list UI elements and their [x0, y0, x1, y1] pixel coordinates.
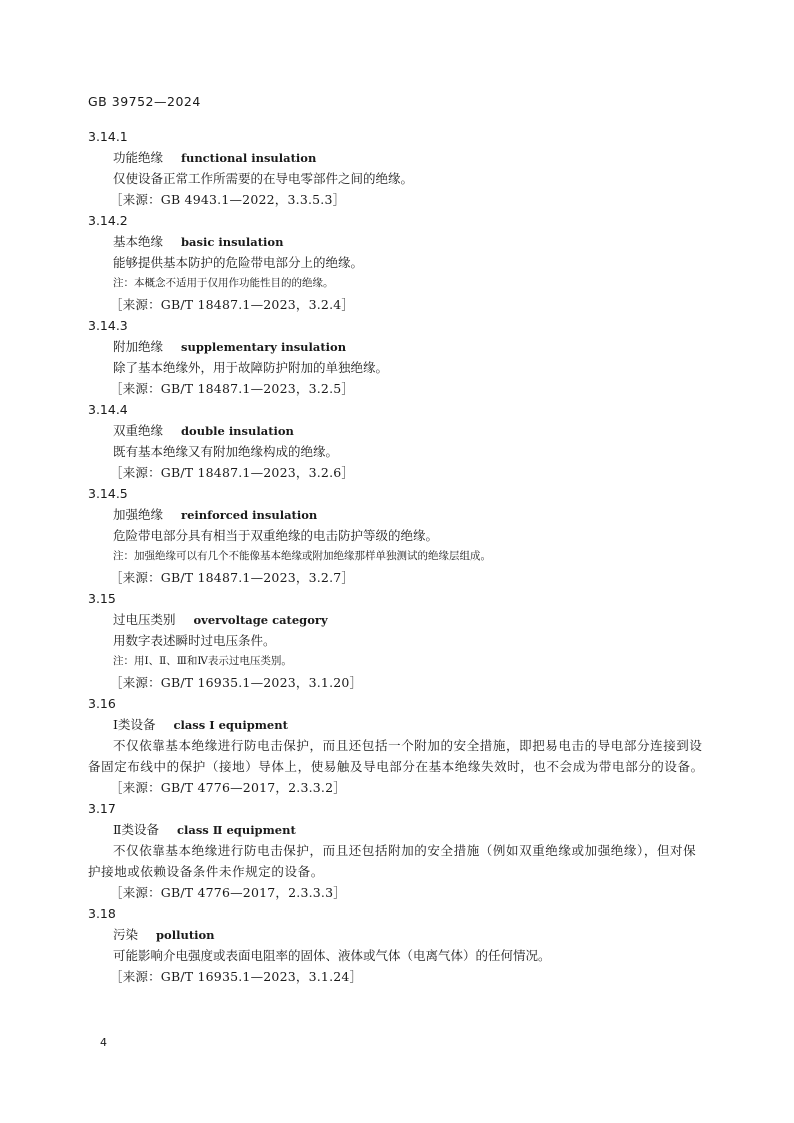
term-chinese: Ⅰ类设备	[113, 717, 156, 732]
definition: 不仅依靠基本绝缘进行防电击保护，而且还包括一个附加的安全措施，即把易电击的导电部分连接到设备固定布线中的保护（接地）导体上，使易触及导电部分在基本绝缘失效时，也不会成为带电部分的设备。	[88, 738, 704, 774]
definition: 不仅依靠基本绝缘进行防电击保护，而且还包括附加的安全措施（例如双重绝缘或加强绝缘），但对保护接地或依赖设备条件未作规定的设备。	[88, 843, 697, 879]
document-body	[88, 126, 708, 987]
source-reference: ［来源：GB/T 16935.1—2023，3.1.20］	[110, 675, 363, 690]
term-line	[88, 504, 708, 525]
clause-number: 3.16	[88, 696, 116, 711]
term-english: class Ⅱ equipment	[177, 823, 296, 837]
term-english: pollution	[156, 928, 215, 942]
clause-number: 3.14.5	[88, 486, 128, 501]
clause-number: 3.14.3	[88, 318, 128, 333]
term-line	[88, 336, 708, 357]
page-number: 4	[100, 1036, 107, 1049]
term-chinese: 基本绝缘	[113, 234, 164, 249]
note: 注：本概念不适用于仅用作功能性目的的绝缘。	[113, 277, 334, 289]
definition: 危险带电部分具有相当于双重绝缘的电击防护等级的绝缘。	[113, 528, 439, 543]
clause-number: 3.14.1	[88, 129, 128, 144]
source-reference: ［来源：GB/T 18487.1—2023，3.2.4］	[110, 297, 355, 312]
source-reference: ［来源：GB 4943.1—2022，3.3.5.3］	[110, 192, 346, 207]
document-code: GB 39752—2024	[88, 94, 201, 109]
source-reference: ［来源：GB/T 18487.1—2023，3.2.5］	[110, 381, 355, 396]
definition: 既有基本绝缘又有附加绝缘构成的绝缘。	[113, 444, 339, 459]
term-english: supplementary insulation	[181, 340, 347, 354]
term-chinese: 过电压类别	[113, 612, 176, 627]
term-line	[88, 231, 708, 252]
term-chinese: 附加绝缘	[113, 339, 164, 354]
term-english: basic insulation	[181, 235, 284, 249]
term-english: overvoltage category	[193, 613, 328, 627]
term-chinese: Ⅱ类设备	[113, 822, 159, 837]
term-english: double insulation	[181, 424, 294, 438]
note: 注：用Ⅰ、Ⅱ、Ⅲ和Ⅳ表示过电压类别。	[113, 655, 292, 667]
clause-number: 3.18	[88, 906, 116, 921]
term-chinese: 双重绝缘	[113, 423, 164, 438]
source-reference: ［来源：GB/T 4776—2017，2.3.3.3］	[110, 885, 346, 900]
source-reference: ［来源：GB/T 16935.1—2023，3.1.24］	[110, 969, 363, 984]
source-reference: ［来源：GB/T 4776—2017，2.3.3.2］	[110, 780, 346, 795]
term-english: functional insulation	[181, 151, 317, 165]
term-line	[88, 714, 708, 735]
source-reference: ［来源：GB/T 18487.1—2023，3.2.6］	[110, 465, 355, 480]
term-line	[88, 924, 708, 945]
clause-number: 3.14.4	[88, 402, 128, 417]
definition: 可能影响介电强度或表面电阻率的固体、液体或气体（电离气体）的任何情况。	[113, 948, 551, 963]
clause-number: 3.14.2	[88, 213, 128, 228]
clause-number: 3.15	[88, 591, 116, 606]
term-line	[88, 420, 708, 441]
term-line	[88, 609, 708, 630]
definition: 用数字表述瞬时过电压条件。	[113, 633, 276, 648]
definition: 除了基本绝缘外，用于故障防护附加的单独绝缘。	[113, 360, 389, 375]
term-english: reinforced insulation	[181, 508, 318, 522]
definition: 能够提供基本防护的危险带电部分上的绝缘。	[113, 255, 364, 270]
note: 注：加强绝缘可以有几个不能像基本绝缘或附加绝缘那样单独测试的绝缘层组成。	[113, 550, 491, 562]
term-chinese: 污染	[113, 927, 139, 942]
source-reference: ［来源：GB/T 18487.1—2023，3.2.7］	[110, 570, 355, 585]
definition: 仅使设备正常工作所需要的在导电零部件之间的绝缘。	[113, 171, 414, 186]
clause-number: 3.17	[88, 801, 116, 816]
term-line	[88, 147, 708, 168]
term-chinese: 加强绝缘	[113, 507, 164, 522]
term-line	[88, 819, 708, 840]
term-english: class Ⅰ equipment	[173, 718, 288, 732]
term-chinese: 功能绝缘	[113, 150, 164, 165]
